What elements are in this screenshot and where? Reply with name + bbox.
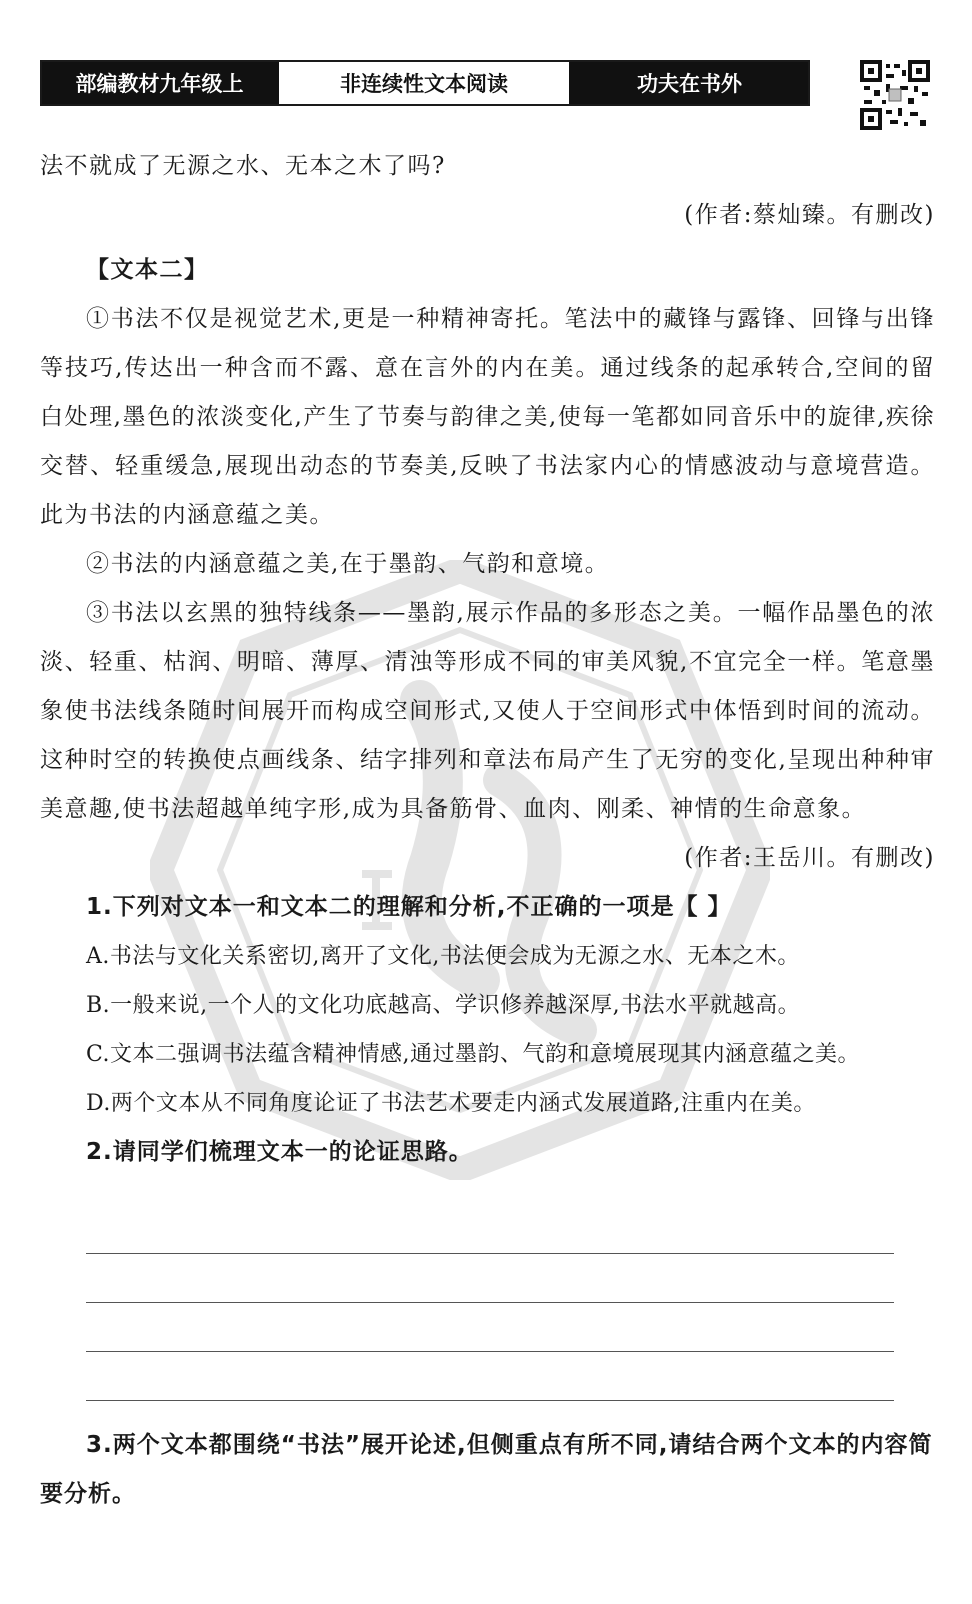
question-1-option-c: C.文本二强调书法蕴含精神情感,通过墨韵、气韵和意境展现其内涵意蕴之美。 [86, 1042, 861, 1067]
header-bar [40, 60, 810, 106]
text2-paragraph-3: ③书法以玄黑的独特线条——墨韵,展示作品的多形态之美。一幅作品墨色的浓淡、轻重、枯润、明暗、薄厚、清浊等形成不同的审美风貌,不宜完全一样。笔意墨象使书法线条随时间展开而构成空间形式,又使人于空间形式中体悟到时间的流动。这种时空的转换使点画线条、结字排列和章法布局产生了无穷的变化,呈现出种种审美意趣,使书法超越单纯字形,成为具备筋骨、血肉、刚柔、神情的生命意象。 [40, 600, 935, 822]
question-1-option-a: A.书法与文化关系密切,离开了文化,书法便会成为无源之水、无本之木。 [86, 944, 800, 969]
author-credit-1: (作者:蔡灿臻。有删改) [684, 202, 935, 228]
qr-code-icon [860, 60, 930, 130]
question-2: 2.请同学们梳理文本一的论证思路。 [86, 1139, 473, 1165]
answer-line[interactable] [86, 1205, 894, 1254]
answer-line[interactable] [86, 1352, 894, 1401]
text2-heading: 【文本二】 [86, 257, 209, 283]
question-1-option-b: B.一般来说,一个人的文化功底越高、学识修养越深厚,书法水平就越高。 [86, 993, 801, 1018]
header-topic: 非连续性文本阅读 [277, 62, 571, 104]
question-3: 3.两个文本都围绕“书法”展开论述,但侧重点有所不同,请结合两个文本的内容简要分析。 [40, 1432, 933, 1507]
question-1-option-d: D.两个文本从不同角度论证了书法艺术要走内涵式发展道路,注重内在美。 [86, 1091, 816, 1116]
author-credit-2: (作者:王岳川。有删改) [684, 845, 935, 871]
header-title: 功夫在书外 [571, 62, 808, 104]
header-grade: 部编教材九年级上 [42, 62, 277, 104]
answer-line[interactable] [86, 1254, 894, 1303]
answer-line[interactable] [86, 1303, 894, 1352]
question-1: 1.下列对文本一和文本二的理解和分析,不正确的一项是【 】 [86, 894, 732, 920]
text1-continuation: 法不就成了无源之水、无本之木了吗? [40, 153, 446, 179]
text2-paragraph-2: ②书法的内涵意蕴之美,在于墨韵、气韵和意境。 [86, 551, 610, 577]
text2-paragraph-1: ①书法不仅是视觉艺术,更是一种精神寄托。笔法中的藏锋与露锋、回锋与出锋等技巧,传达出一种含而不露、意在言外的内在美。通过线条的起承转合,空间的留白处理,墨色的浓淡变化,产生了节奏与韵律之美,使每一笔都如同音乐中的旋律,疾徐交替、轻重缓急,展现出动态的节奏美,反映了书法家内心的情感波动与意境营造。此为书法的内涵意蕴之美。 [40, 306, 935, 528]
page-content [40, 142, 935, 1519]
answer-lines[interactable] [86, 1205, 894, 1401]
